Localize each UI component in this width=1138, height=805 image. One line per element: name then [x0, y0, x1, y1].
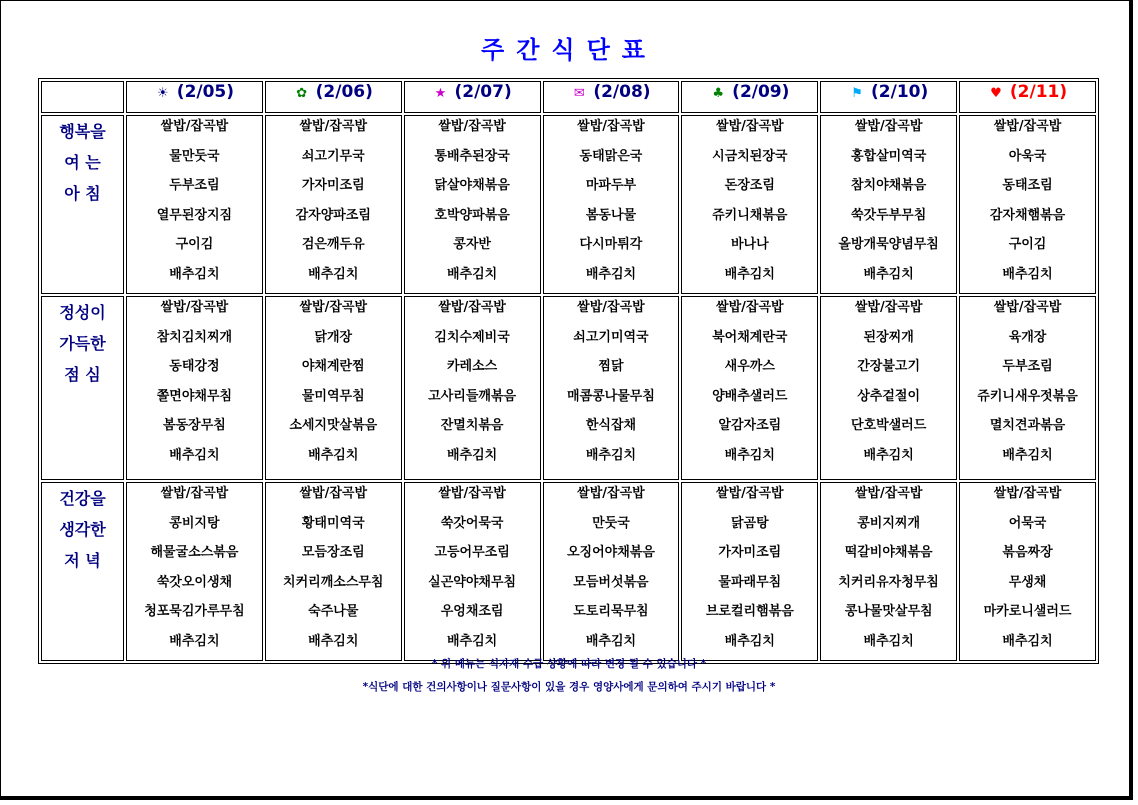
meal-label: [41, 296, 124, 480]
menu-item: 배추김치: [724, 633, 775, 649]
meal-label-line: 건강을: [59, 489, 106, 508]
meal-label-line: 생각한: [59, 520, 106, 539]
notice-inquiry: *식단에 대한 건의사항이나 질문사항이 있을 경우 영양사에게 문의하여 주시기 바랍니다 *: [362, 681, 776, 693]
menu-item: 배추김치: [724, 447, 775, 463]
menu-item: 올방개묵양념무침: [838, 237, 939, 252]
menu-item: 북어채계란국: [712, 329, 788, 345]
menu-item: 두부조림: [169, 178, 220, 193]
menu-item: 쌀밥/잡곡밥: [160, 300, 229, 315]
menu-item: 닭살야채볶음: [434, 178, 510, 193]
menu-item: 쌀밥/잡곡밥: [854, 486, 923, 501]
menu-item: 감자양파조림: [295, 207, 371, 223]
menu-item: 한식잡채: [585, 418, 637, 433]
menu-item: 소세지맛살볶음: [289, 418, 378, 433]
menu-item: 아욱국: [1008, 148, 1047, 164]
menu-item: 잔멸치볶음: [440, 418, 504, 433]
menu-item: 배추김치: [169, 633, 220, 649]
menu-item: 치커리유자청무침: [838, 574, 939, 590]
menu-item: 우엉채조림: [440, 604, 504, 619]
notice-change: * 위 메뉴는 식자재 수급 상황에 따라 변경 될 수 있습니다 *: [431, 658, 707, 670]
menu-cell: [265, 482, 402, 661]
menu-item: 봄동장무침: [163, 418, 226, 433]
menu-item: 육개장: [1008, 329, 1047, 345]
menu-item: 쑥갓두부무침: [850, 207, 927, 223]
menu-item: 쇠고기무국: [301, 148, 365, 164]
menu-item: 매콤콩나물무침: [567, 388, 655, 404]
menu-item: 쇠고기미역국: [573, 329, 649, 345]
menu-item: 브로컬리햄볶음: [705, 604, 794, 619]
menu-cell: [126, 482, 263, 661]
menu-item: 알감자조림: [718, 418, 782, 433]
menu-item: 실곤약야채무침: [428, 574, 517, 590]
menu-cell: [543, 482, 680, 661]
menu-item: 참치야채볶음: [850, 178, 927, 193]
menu-item: 쌀밥/잡곡밥: [854, 300, 923, 315]
menu-item: 쌀밥/잡곡밥: [160, 486, 229, 501]
menu-item: 배추김치: [308, 633, 359, 649]
menu-item: 동태강정: [169, 359, 220, 374]
menu-item: 찜닭: [598, 359, 624, 374]
meal-label-line: 아 침: [64, 184, 101, 203]
menu-cell: [959, 296, 1096, 480]
meal-label-line: 저 녁: [64, 551, 101, 570]
menu-cell: [820, 296, 957, 480]
flag-icon: ⚑: [851, 86, 863, 101]
menu-item: 해물굴소스볶음: [150, 545, 239, 560]
menu-item: 쑥갓오이생채: [156, 574, 233, 590]
menu-cell: [265, 115, 402, 294]
menu-item: 배추김치: [863, 266, 914, 282]
weekly-menu-table: [38, 78, 1099, 664]
day-header-2: [265, 81, 402, 113]
menu-item: 배추김치: [169, 266, 220, 282]
meal-row: [41, 115, 1096, 294]
menu-item: 통배추된장국: [434, 148, 510, 164]
menu-item: 배추김치: [863, 447, 914, 463]
menu-item: 간장불고기: [857, 359, 921, 374]
menu-item: 멸치견과볶음: [989, 418, 1066, 433]
day-header-3: [404, 81, 541, 113]
menu-item: 고등어무조림: [434, 545, 510, 560]
menu-item: 가자미조림: [301, 178, 365, 193]
menu-item: 배추김치: [446, 633, 498, 649]
menu-item: 닭곰탕: [730, 515, 769, 531]
day-date-label: (2/05): [176, 82, 235, 102]
menu-item: 배추김치: [585, 633, 637, 649]
day-date-label: (2/10): [871, 82, 929, 102]
menu-item: 구이김: [1008, 237, 1047, 252]
meal-row: [41, 296, 1096, 480]
meal-label-line: 정성이: [59, 303, 106, 322]
menu-item: 바나나: [730, 237, 769, 252]
menu-item: 청포묵김가루무침: [144, 604, 245, 619]
menu-item: 가자미조림: [718, 545, 782, 560]
menu-item: 배추김치: [1002, 633, 1053, 649]
menu-item: 동태맑은국: [579, 148, 643, 164]
menu-item: 쌀밥/잡곡밥: [299, 300, 368, 315]
day-header-row: [41, 81, 1096, 113]
menu-item: 쌀밥/잡곡밥: [993, 486, 1062, 501]
menu-cell: [959, 115, 1096, 294]
star-icon: ★: [434, 86, 447, 101]
menu-cell: [820, 115, 957, 294]
menu-item: 다시마튀각: [579, 237, 643, 252]
menu-item: 쌀밥/잡곡밥: [299, 486, 368, 501]
menu-item: 검은깨두유: [301, 237, 365, 252]
heart-icon: ♥: [990, 86, 1002, 101]
menu-item: 콩비지찌개: [857, 515, 921, 531]
day-date-label: (2/08): [593, 82, 651, 102]
menu-cell: [543, 115, 680, 294]
menu-cell: [126, 296, 263, 480]
menu-cell: [543, 296, 680, 480]
corner-cell: [41, 81, 124, 113]
menu-item: 배추김치: [308, 447, 359, 463]
menu-item: 쌀밥/잡곡밥: [438, 486, 506, 501]
menu-cell: [681, 115, 818, 294]
menu-item: 어묵국: [1008, 515, 1047, 531]
meal-label-line: 여 는: [64, 153, 101, 172]
menu-item: 쌀밥/잡곡밥: [577, 119, 645, 134]
page-title: 주간식단표: [481, 36, 657, 64]
menu-item: 쑥갓어묵국: [440, 515, 504, 531]
menu-item: 마파두부: [585, 178, 637, 193]
sun-icon: ☀: [156, 86, 169, 101]
menu-item: 닭개장: [314, 329, 353, 345]
menu-item: 만둣국: [592, 515, 630, 531]
menu-item: 배추김치: [169, 447, 220, 463]
meal-row: [41, 482, 1096, 661]
menu-item: 배추김치: [585, 266, 637, 282]
day-header-4: [543, 81, 680, 113]
menu-item: 숙주나물: [308, 604, 359, 619]
menu-item: 물만둣국: [169, 148, 220, 164]
menu-item: 고사리들깨볶음: [428, 388, 517, 404]
menu-item: 배추김치: [446, 266, 498, 282]
menu-item: 두부조림: [1002, 359, 1053, 374]
menu-item: 상추겉절이: [857, 388, 921, 404]
menu-item: 오징어야채볶음: [567, 545, 655, 560]
gift-icon: ✉: [573, 86, 585, 101]
day-header-5: [681, 81, 818, 113]
menu-item: 떡갈비야채볶음: [844, 545, 933, 560]
menu-cell: [404, 296, 541, 480]
menu-item: 된장찌개: [863, 329, 914, 345]
menu-item: 쌀밥/잡곡밥: [716, 486, 784, 501]
meal-label-line: 행복을: [59, 122, 106, 141]
menu-cell: [265, 296, 402, 480]
meal-label: [41, 482, 124, 661]
day-header-1: [126, 81, 263, 113]
menu-item: 양배추샐러드: [712, 388, 788, 404]
menu-item: 카레소스: [446, 359, 498, 374]
leaf-icon: ♣: [712, 86, 724, 101]
menu-item: 쫄면야채무침: [156, 388, 233, 404]
menu-cell: [820, 482, 957, 661]
menu-item: 배추김치: [724, 266, 775, 282]
menu-item: 쌀밥/잡곡밥: [438, 119, 506, 134]
menu-item: 홍합살미역국: [850, 148, 927, 164]
menu-item: 열무된장지짐: [156, 207, 233, 223]
frog-icon: ✿: [296, 86, 308, 101]
menu-item: 황태미역국: [301, 515, 365, 531]
menu-item: 구이김: [175, 237, 214, 252]
menu-item: 돈장조림: [724, 178, 775, 193]
menu-item: 마카로니샐러드: [983, 604, 1072, 619]
menu-cell: [404, 115, 541, 294]
menu-item: 배추김치: [308, 266, 359, 282]
menu-item: 모듬장조림: [301, 545, 365, 560]
menu-item: 새우까스: [724, 359, 775, 374]
menu-item: 쌀밥/잡곡밥: [577, 486, 645, 501]
menu-item: 쥬키니채볶음: [712, 207, 788, 223]
menu-item: 배추김치: [863, 633, 914, 649]
meal-label: [41, 115, 124, 294]
menu-item: 쌀밥/잡곡밥: [716, 300, 784, 315]
menu-item: 배추김치: [1002, 266, 1053, 282]
day-date-label: (2/09): [732, 82, 790, 102]
menu-cell: [681, 482, 818, 661]
menu-item: 치커리깨소스무침: [283, 574, 384, 590]
menu-item: 쌀밥/잡곡밥: [299, 119, 368, 134]
menu-item: 물파래무침: [718, 574, 782, 590]
day-date-label: (2/07): [454, 82, 512, 102]
menu-item: 감자채햄볶음: [989, 207, 1066, 223]
menu-item: 콩자반: [453, 237, 491, 252]
menu-item: 동태조림: [1002, 178, 1053, 193]
menu-item: 배추김치: [585, 447, 637, 463]
menu-item: 콩나물맛살무침: [844, 604, 933, 619]
menu-cell: [681, 296, 818, 480]
menu-item: 호박양파볶음: [434, 207, 510, 223]
menu-item: 콩비지탕: [169, 515, 220, 531]
menu-item: 김치수제비국: [434, 329, 510, 345]
day-header-6: [820, 81, 957, 113]
menu-item: 쥬키니새우젓볶음: [977, 388, 1078, 404]
menu-item: 쌀밥/잡곡밥: [160, 119, 229, 134]
day-date-label: (2/11): [1009, 82, 1068, 102]
meal-label-line: 점 심: [64, 365, 101, 384]
menu-item: 쌀밥/잡곡밥: [438, 300, 506, 315]
menu-item: 봄동나물: [585, 207, 637, 223]
menu-item: 시금치된장국: [712, 148, 788, 164]
meal-label-line: 가득한: [59, 334, 106, 353]
menu-item: 단호박샐러드: [850, 418, 927, 433]
menu-item: 물미역무침: [301, 388, 365, 404]
day-date-label: (2/06): [315, 82, 373, 102]
menu-item: 쌀밥/잡곡밥: [993, 300, 1062, 315]
menu-item: 배추김치: [446, 447, 498, 463]
menu-item: 쌀밥/잡곡밥: [993, 119, 1062, 134]
menu-item: 쌀밥/잡곡밥: [716, 119, 784, 134]
menu-item: 야채계란찜: [301, 359, 365, 374]
day-header-7: [959, 81, 1096, 113]
menu-cell: [959, 482, 1096, 661]
menu-item: 볶음짜장: [1002, 545, 1053, 560]
menu-cell: [126, 115, 263, 294]
menu-item: 도토리묵무침: [573, 604, 649, 619]
menu-item: 배추김치: [1002, 447, 1053, 463]
menu-item: 참치김치찌개: [156, 329, 233, 345]
menu-item: 쌀밥/잡곡밥: [854, 119, 923, 134]
menu-item: 쌀밥/잡곡밥: [577, 300, 645, 315]
menu-item: 무생채: [1008, 574, 1047, 590]
menu-cell: [404, 482, 541, 661]
menu-item: 모듬버섯볶음: [573, 574, 649, 590]
